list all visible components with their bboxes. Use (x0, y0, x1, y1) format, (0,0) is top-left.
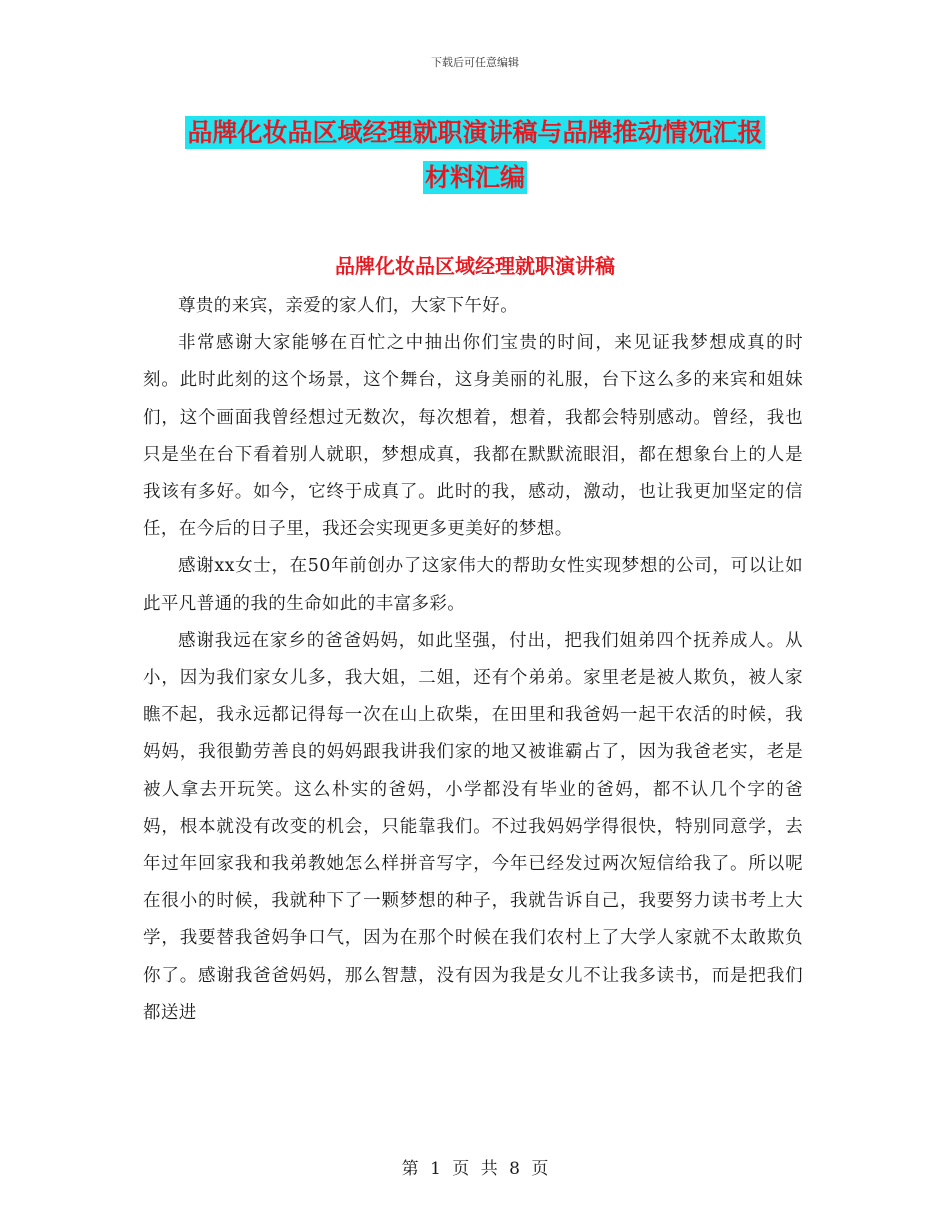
paragraph-thanks-parents: 感谢我远在家乡的爸爸妈妈，如此坚强，付出，把我们姐弟四个抚养成人。从小，因为我们家女儿多，我大姐，二姐，还有个弟弟。家里老是被人欺负，被人家瞧不起，我永远都记得每一次在山上砍柴，在田里和我爸妈一起干农活的时候，我妈妈，我很勤劳善良的妈妈跟我讲我们家的地又被谁霸占了，因为我爸老实，老是被人拿去开玩笑。这么朴实的爸妈，小学都没有毕业的爸妈，都不认几个字的爸妈，根本就没有改变的机会，只能靠我们。不过我妈妈学得很快，特别同意学，去年过年回家我和我弟教她怎么样拼音写字，今年已经发过两次短信给我了。所以呢在很小的时候，我就种下了一颗梦想的种子，我就告诉自己，我要努力读书考上大学，我要替我爸妈争口气，因为在那个时候在我们农村上了大学人家就不太敢欺负你了。感谢我爸爸妈妈，那么智慧，没有因为我是女儿不让我多读书，而是把我们都送进 (143, 630, 803, 1023)
page-footer: 第 1 页 共 8 页 (401, 1159, 549, 1179)
section-title: 品牌化妆品区域经理就职演讲稿 (335, 254, 615, 278)
paragraph-thanks-founder: 感谢xx女士，在50年前创办了这家伟大的帮助女性实现梦想的公司，可以让如此平凡普通的我的生命如此的丰富多彩。 (143, 556, 803, 614)
document-title-line-2 (0, 158, 950, 194)
document-title-line-1 (0, 113, 950, 149)
body-text (143, 288, 803, 1032)
paragraph-thanks-audience: 非常感谢大家能够在百忙之中抽出你们宝贵的时间，来见证我梦想成真的时刻。此时此刻的这个场景，这个舞台，这身美丽的礼服，台下这么多的来宾和姐妹们，这个画面我曾经想过无数次，每次想着，想着，我都会特别感动。曾经，我也只是坐在台下看着别人就职，梦想成真，我都在默默流眼泪，都在想象台上的人是我该有多好。如今，它终于成真了。此时的我，感动，激动，也让我更加坚定的信任，在今后的日子里，我还会实现更多更美好的梦想。 (143, 333, 803, 540)
document-title-text-1: 品牌化妆品区域经理就职演讲稿与品牌推动情况汇报 (187, 118, 763, 147)
header-note: 下载后可任意编辑 (431, 56, 519, 69)
document-title-text-2: 材料汇编 (424, 163, 525, 192)
paragraph-greeting: 尊贵的来宾，亲爱的家人们，大家下午好。 (178, 296, 519, 316)
